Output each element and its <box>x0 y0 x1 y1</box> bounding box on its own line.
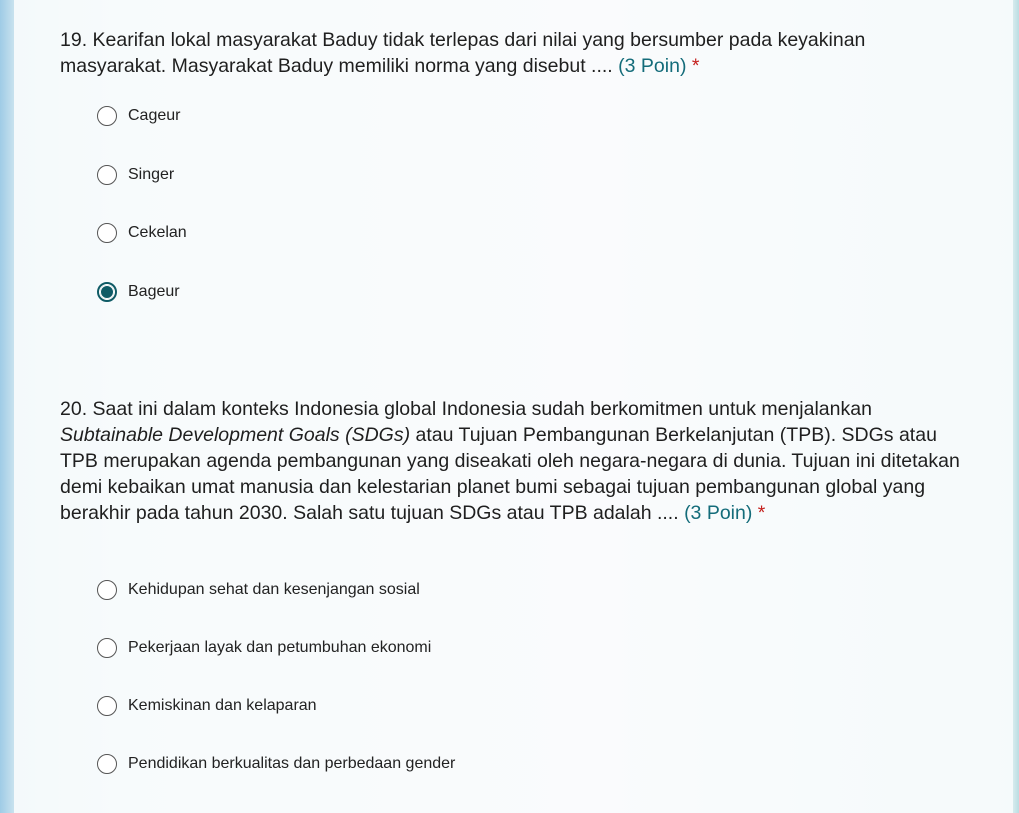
question-19 <box>60 27 960 79</box>
radio-dot <box>100 285 114 299</box>
required-marker: * <box>691 55 700 77</box>
option-bageur[interactable] <box>97 282 180 302</box>
question-20 <box>60 396 960 526</box>
required-marker: * <box>757 502 766 524</box>
scrollbar[interactable] <box>1013 0 1019 813</box>
question-text-end: atau Tujuan Pembangunan Berkelanjutan (TPB). SDGs atau TPB merupakan agenda pembangunan yang diseakati oleh negara-negara di dunia. Tujuan ini ditetakan demi kebaikan umat manusia dan kelestarian planet bumi sebagai tujuan pembangunan global yang berakhir pada tahun 2030. Salah satu tujuan SDGs atau TPB adalah .... <box>60 424 960 524</box>
radio-button[interactable] <box>97 223 117 243</box>
option-label: Kehidupan sehat dan kesenjangan sosial <box>128 581 420 598</box>
option-label: Cekelan <box>128 224 187 241</box>
option-cageur[interactable] <box>97 106 180 126</box>
radio-button[interactable] <box>97 106 117 126</box>
radio-button[interactable] <box>97 580 117 600</box>
question-number: 20. <box>60 398 88 420</box>
left-edge-decoration <box>0 0 14 813</box>
option-pendidikan[interactable] <box>97 754 455 774</box>
option-singer[interactable] <box>97 165 174 185</box>
question-text-italic: Subtainable Development Goals (SDGs) <box>60 424 411 446</box>
option-label: Bageur <box>128 283 180 300</box>
option-pekerjaan-layak[interactable] <box>97 638 431 658</box>
option-kemiskinan[interactable] <box>97 696 317 716</box>
option-label: Pendidikan berkualitas dan perbedaan gender <box>128 755 456 772</box>
question-text: Kearifan lokal masyarakat Baduy tidak terlepas dari nilai yang bersumber pada keyakinan masyarakat. Masyarakat Baduy memiliki norma yang disebut .... <box>60 29 866 77</box>
radio-button-selected[interactable] <box>97 282 117 302</box>
option-kehidupan-sehat[interactable] <box>97 580 420 600</box>
radio-button[interactable] <box>97 165 117 185</box>
radio-button[interactable] <box>97 638 117 658</box>
points-label: (3 Poin) <box>684 502 753 524</box>
option-label: Kemiskinan dan kelaparan <box>128 697 317 714</box>
option-label: Pekerjaan layak dan petumbuhan ekonomi <box>128 639 432 656</box>
radio-button[interactable] <box>97 754 117 774</box>
question-number: 19. <box>60 29 88 51</box>
option-cekelan[interactable] <box>97 223 187 243</box>
radio-button[interactable] <box>97 696 117 716</box>
option-label: Singer <box>128 166 175 183</box>
points-label: (3 Poin) <box>618 55 687 77</box>
question-text-start: Saat ini dalam konteks Indonesia global Indonesia sudah berkomitmen untuk menjalankan <box>92 398 872 420</box>
option-label: Cageur <box>128 107 181 124</box>
